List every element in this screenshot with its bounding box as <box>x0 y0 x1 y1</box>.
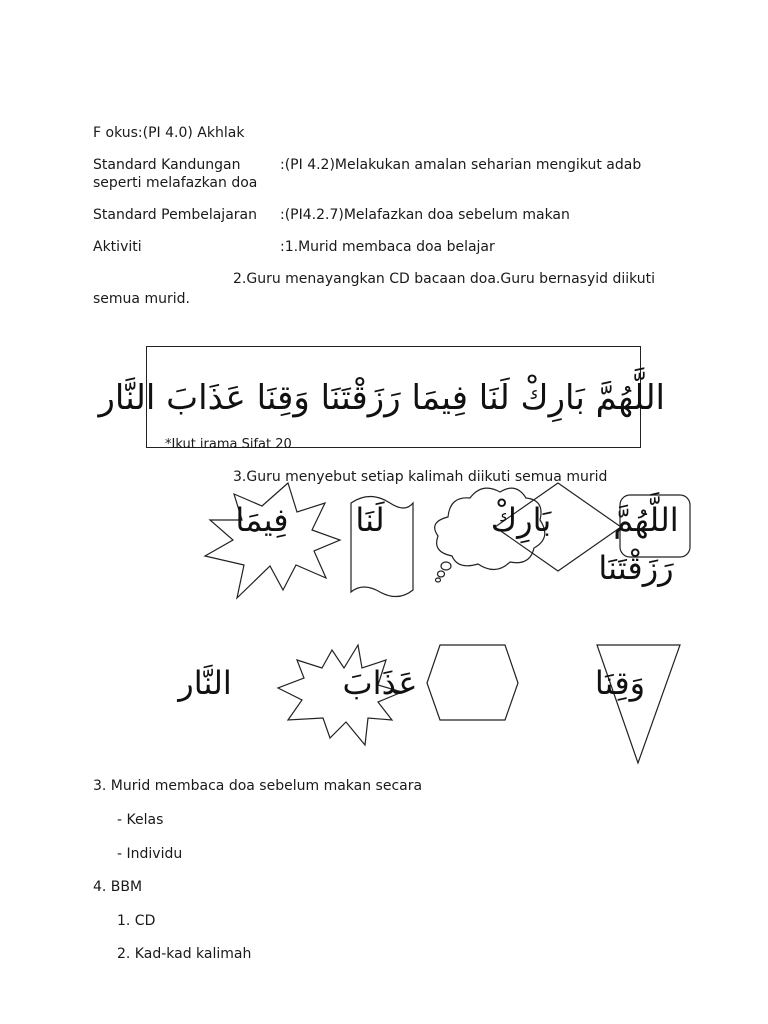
step2-line2: semua murid. <box>93 291 190 307</box>
list-subitem-individu: - Individu <box>117 846 183 862</box>
aktiviti-label: Aktiviti <box>93 239 142 255</box>
card-word-8: النَّار <box>178 664 232 702</box>
standard-pembelajaran-value: :(PI4.2.7)Melafazkan doa sebelum makan <box>280 207 570 223</box>
irama-note: *Ikut irama Sifat 20 <box>165 437 292 452</box>
bbm-item-kad: 2. Kad-kad kalimah <box>117 946 252 962</box>
list-item-4: 4. BBM <box>93 879 143 895</box>
card-word-7: عَذَابَ <box>342 664 418 702</box>
bbm-item-cd: 1. CD <box>117 913 156 929</box>
step2-line1: 2.Guru menayangkan CD bacaan doa.Guru bernasyid diikuti <box>233 271 656 287</box>
card-word-3: لَنَا <box>355 501 385 539</box>
card-word-5: رَزَقْتَنَا <box>598 549 674 587</box>
standard-kandungan-continued: seperti melafazkan doa <box>93 175 258 191</box>
card-word-1: اللَّهُمَّ <box>613 501 679 539</box>
step3-text: 3.Guru menyebut setiap kalimah diikuti semua murid <box>233 469 608 485</box>
standard-kandungan-label: Standard Kandungan <box>93 157 241 173</box>
standard-kandungan-value: :(PI 4.2)Melakukan amalan seharian mengikut adab <box>280 157 642 173</box>
aktiviti-value: :1.Murid membaca doa belajar <box>280 239 495 255</box>
list-item-3: 3. Murid membaca doa sebelum makan secara <box>93 778 423 794</box>
card-word-2: بَارِكْ <box>490 501 552 539</box>
hexagon-shape <box>427 645 518 720</box>
standard-pembelajaran-label: Standard Pembelajaran <box>93 207 257 223</box>
card-word-4: فِيمَا <box>235 501 289 539</box>
focus-line: F okus:(PI 4.0) Akhlak <box>93 125 245 141</box>
doa-arabic: اللَّهُمَّ بَارِكْ لَنَا فِيمَا رَزَقْتَنَا وَقِنَا عَذَابَ النَّار <box>98 378 665 418</box>
card-word-6: وَقِنَا <box>594 664 646 702</box>
list-subitem-kelas: - Kelas <box>117 812 164 828</box>
